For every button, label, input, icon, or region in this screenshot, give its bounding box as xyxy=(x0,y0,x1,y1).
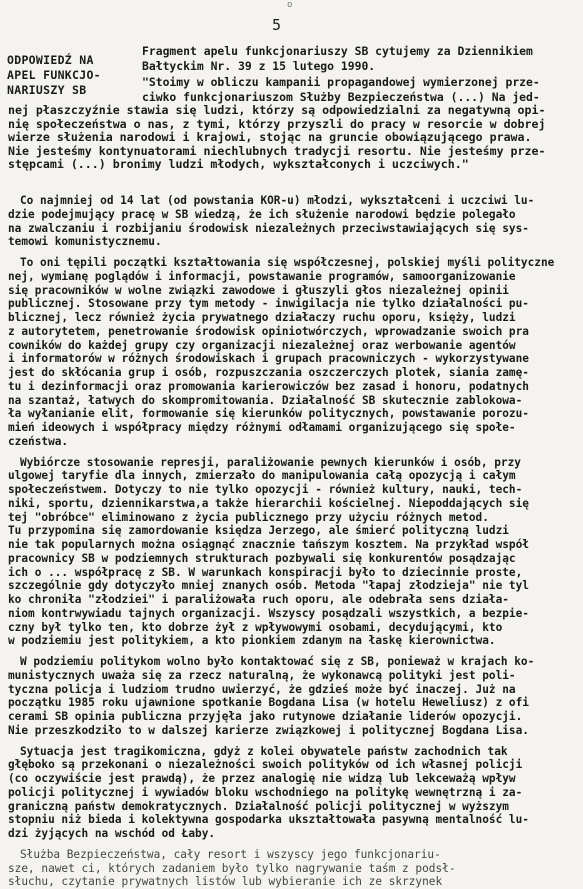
paragraph xyxy=(8,655,580,738)
paragraph xyxy=(8,194,580,249)
paragraph-line: ulgowej taryfie dla innych, zmierzało do manipulowania całą opozycją i całym xyxy=(8,469,516,483)
paragraph-line: Służba Bezpieczeństwa, cały resort i wszyscy jego funkcjonariu- xyxy=(20,847,441,861)
paragraph-line: Tu przypomina się zamordowanie księdza Jerzego, ale śmierć polityczną ludzi xyxy=(8,524,509,538)
section-heading xyxy=(7,53,132,98)
paragraph-line: społeczeństwem. Dotyczy to nie tylko opozycji - również kultury, nauki, tech- xyxy=(8,483,523,496)
paragraph-line: (co oczywiście jest prawdą), że przez analogię nie widzą lub lekceważą wpływ xyxy=(8,772,516,785)
paragraph-line: policji politycznej i wywiadów bloku wschodniego na politykę wewnętrzną i za- xyxy=(8,785,523,799)
quote-line: nej płaszczyźnie stawia się ludzi, którzy są odpowiedzialni za negatywną opi- xyxy=(8,104,546,117)
paragraph-line: W podziemiu politykom wolno było kontaktować się z SB, ponieważ w krajach ko- xyxy=(20,655,535,668)
body-text xyxy=(8,194,580,889)
intro-line: ciwko funkcjonariuszom Służby Bezpieczeństwa (...) Na jed- xyxy=(142,89,540,104)
paragraph xyxy=(8,256,580,449)
paragraph-line: cowników do każdej grupy czy organizacji niezależnej oraz werbowanie agentów xyxy=(8,338,516,352)
heading-line: APEL FUNKCJO- xyxy=(7,68,101,82)
paragraph-line: w podziemiu jest politykiem, a kto pionkiem zdanym na łaskę kierownictwa. xyxy=(8,634,496,648)
paragraph-line: jest do skłócania grup i osób, rozpuszczania oszczerczych plotek, siania zamę- xyxy=(8,366,529,379)
paragraph-line: ko chroniła "złodziei" i paraliżowała ruch oporu, ale odebrała sens działa- xyxy=(8,593,509,606)
paragraph-line: Co najmniej od 14 lat (od powstania KOR-u) młodzi, wykształceni i uczciwi lu- xyxy=(20,194,535,207)
paragraph-line: temowi komunistycznemu. xyxy=(8,235,162,249)
paragraph-line: ła wyłanianie elit, formowanie się kierunków politycznych, powstawanie porozu- xyxy=(8,407,529,421)
paragraph-line: czny był tylko ten, kto dobrze żył z wpływowymi osobami, decydującymi, kto xyxy=(8,620,503,634)
paragraph-line: tej "obróbce" eliminowano z życia publicznego przy użyciu różnych metod. xyxy=(8,510,489,524)
paragraph-line: Sytuacja jest tragikomiczna, gdyż z kolei obywatele państw zachodnich tak xyxy=(20,744,508,758)
paragraph-line: Nie przeszkodziło to w dalszej karierze związkowej i politycznej Bogdana Lisa. xyxy=(8,723,529,737)
paragraph-line: blicznej, lecz również życia prywatnego działaczy ruchu oporu, księży, ludzi xyxy=(8,311,516,324)
intro-line: Bałtyckim Nr. 39 z 15 lutego 1990. xyxy=(142,59,376,74)
paragraph-line: tu i dezinformacji oraz promowania karierowiczów bez zasad i honoru, podatnych xyxy=(8,379,529,393)
paragraph-line: słuchu, czytanie prywatnych listów lub wybieranie ich ze skrzynek xyxy=(8,875,443,889)
paragraph-line: munistycznych uważa się za rzecz naturalną, że wykonawcą polityki jest poli- xyxy=(8,668,516,682)
paragraph-line: ich o ... współpracę z SB. W warunkach konspiracji było to dziecinnie proste, xyxy=(8,565,523,579)
paragraph xyxy=(8,456,580,649)
paragraph-line: graniczną państw demokratycznych. Działalność policji politycznej w wyższym xyxy=(8,799,509,813)
intro-block xyxy=(142,44,578,105)
paragraph-line: mień ideowych i współpracy między różnymi odłamami organizującego się społe- xyxy=(8,421,516,434)
paragraph-line: i informatorów w różnych środowiskach i grupach pracowniczych - wykorzystywane xyxy=(8,352,529,366)
paragraph-line: nie tak popularnych można osiągnąć znacznie tańszym kosztem. Na przykład współ xyxy=(8,538,529,551)
paragraph-line: niom kontrwywiadu tajnych organizacji. Wszyscy posądzali wszystkich, a bezpie- xyxy=(8,606,529,620)
paragraph-line: się pracowników w wolne związki zawodowe i głuszyli głos niezależnej opinii xyxy=(8,283,509,297)
paragraph-line: Wybiórcze stosowanie represji, paraliżowanie pewnych kierunków i osób, przy xyxy=(20,455,521,469)
top-mark: o xyxy=(287,0,293,10)
intro-line: "Stoimy w obliczu kampanii propagandowej wymierzonej prze- xyxy=(142,74,540,89)
heading-line: ODPOWIEDŹ NA xyxy=(7,53,94,67)
quote-line: wierze służenia narodowi i krajowi, stojąc na gruncie obowiązującego prawa. xyxy=(8,131,532,145)
paragraph-line: głęboko są przekonani o niezależności swoich polityków od ich własnej policji xyxy=(8,758,523,772)
paragraph-line: sze, nawet ci, których zadaniem było tylko nagrywanie taśm z podsł- xyxy=(8,861,456,875)
paragraph-line: dzi żyjących na wschód od Łaby. xyxy=(8,827,216,840)
paragraph-line: pracownicy SB w podziemnych strukturach pozbywali się konkurentów posądzając xyxy=(8,551,516,565)
paragraph-line: nej, wymianę poglądów i informacji, powstawanie programów, samoorganizowanie xyxy=(8,269,516,283)
quote-line: Nie jesteśmy kontynuatorami niechlubnych tradycji resortu. Nie jesteśmy prze- xyxy=(8,144,546,158)
paragraph-line: dzie podejmujący pracę w SB wiedzą, że ich służenie narodowi będzie polegało xyxy=(8,207,516,221)
paragraph-line: na szantaż, łatwych do skompromitowania. Działalność SB skutecznie zablokowa- xyxy=(8,393,523,407)
quote-line: stępcami (...) bronimy ludzi młodych, wykształconych i uczciwych." xyxy=(8,158,469,172)
paragraph-line: szczególnie gdy dotyczyło mniej znanych osób. Metoda "łapaj złodzieja" nie tyl xyxy=(8,579,529,593)
intro-line: Fragment apelu funkcjonariuszy SB cytujemy za Dziennikiem xyxy=(142,44,533,58)
page-number: 5 xyxy=(272,16,282,34)
paragraph-line: stopniu niż bieda i kolektywna gospodarka ukształtowała pasywną mentalność lu- xyxy=(8,813,529,827)
paragraph-line: tyczna policja i ludziom trudno uwierzyć, że gdzieś może być inaczej. Już na xyxy=(8,682,516,696)
paragraph-line: początku 1985 roku ujawnione spotkanie Bogdana Lisa (w hotelu Heweliusz) z ofi xyxy=(8,696,529,710)
paragraph-line: na zwalczaniu i rozbijaniu środowisk niezależnych przeciwstawiających się sys- xyxy=(8,221,529,235)
paragraph-line: To oni tępili początki kształtowania się współczesnej, polskiej myśli polityczne xyxy=(20,256,555,269)
paragraph-line: niki, sportu, dziennikarstwa,a także hierarchii kościelnej. Niepoddających się xyxy=(8,496,529,510)
paragraph-line: z autorytetem, penetrowanie środowisk opiniotwórczych, wprowadzanie swoich pra xyxy=(8,324,529,338)
paragraph xyxy=(8,745,580,841)
quote-block xyxy=(8,104,578,172)
paragraph-line: czeństwa. xyxy=(8,434,69,448)
paragraph-line: publicznej. Stosowane przy tym metody - inwigilacja nie tylko działalności pu- xyxy=(8,297,529,311)
quote-line: nię społeczeństwa o nas, z tymi, którzy przyszli do pracy w resorcie w dobrej xyxy=(8,117,546,131)
heading-line: NARIUSZY SB xyxy=(7,83,87,97)
paragraph-line: cerami SB opinia publiczna przyjęła jako rutynowe działanie liderów opozycji. xyxy=(8,710,523,723)
paragraph xyxy=(8,848,580,889)
